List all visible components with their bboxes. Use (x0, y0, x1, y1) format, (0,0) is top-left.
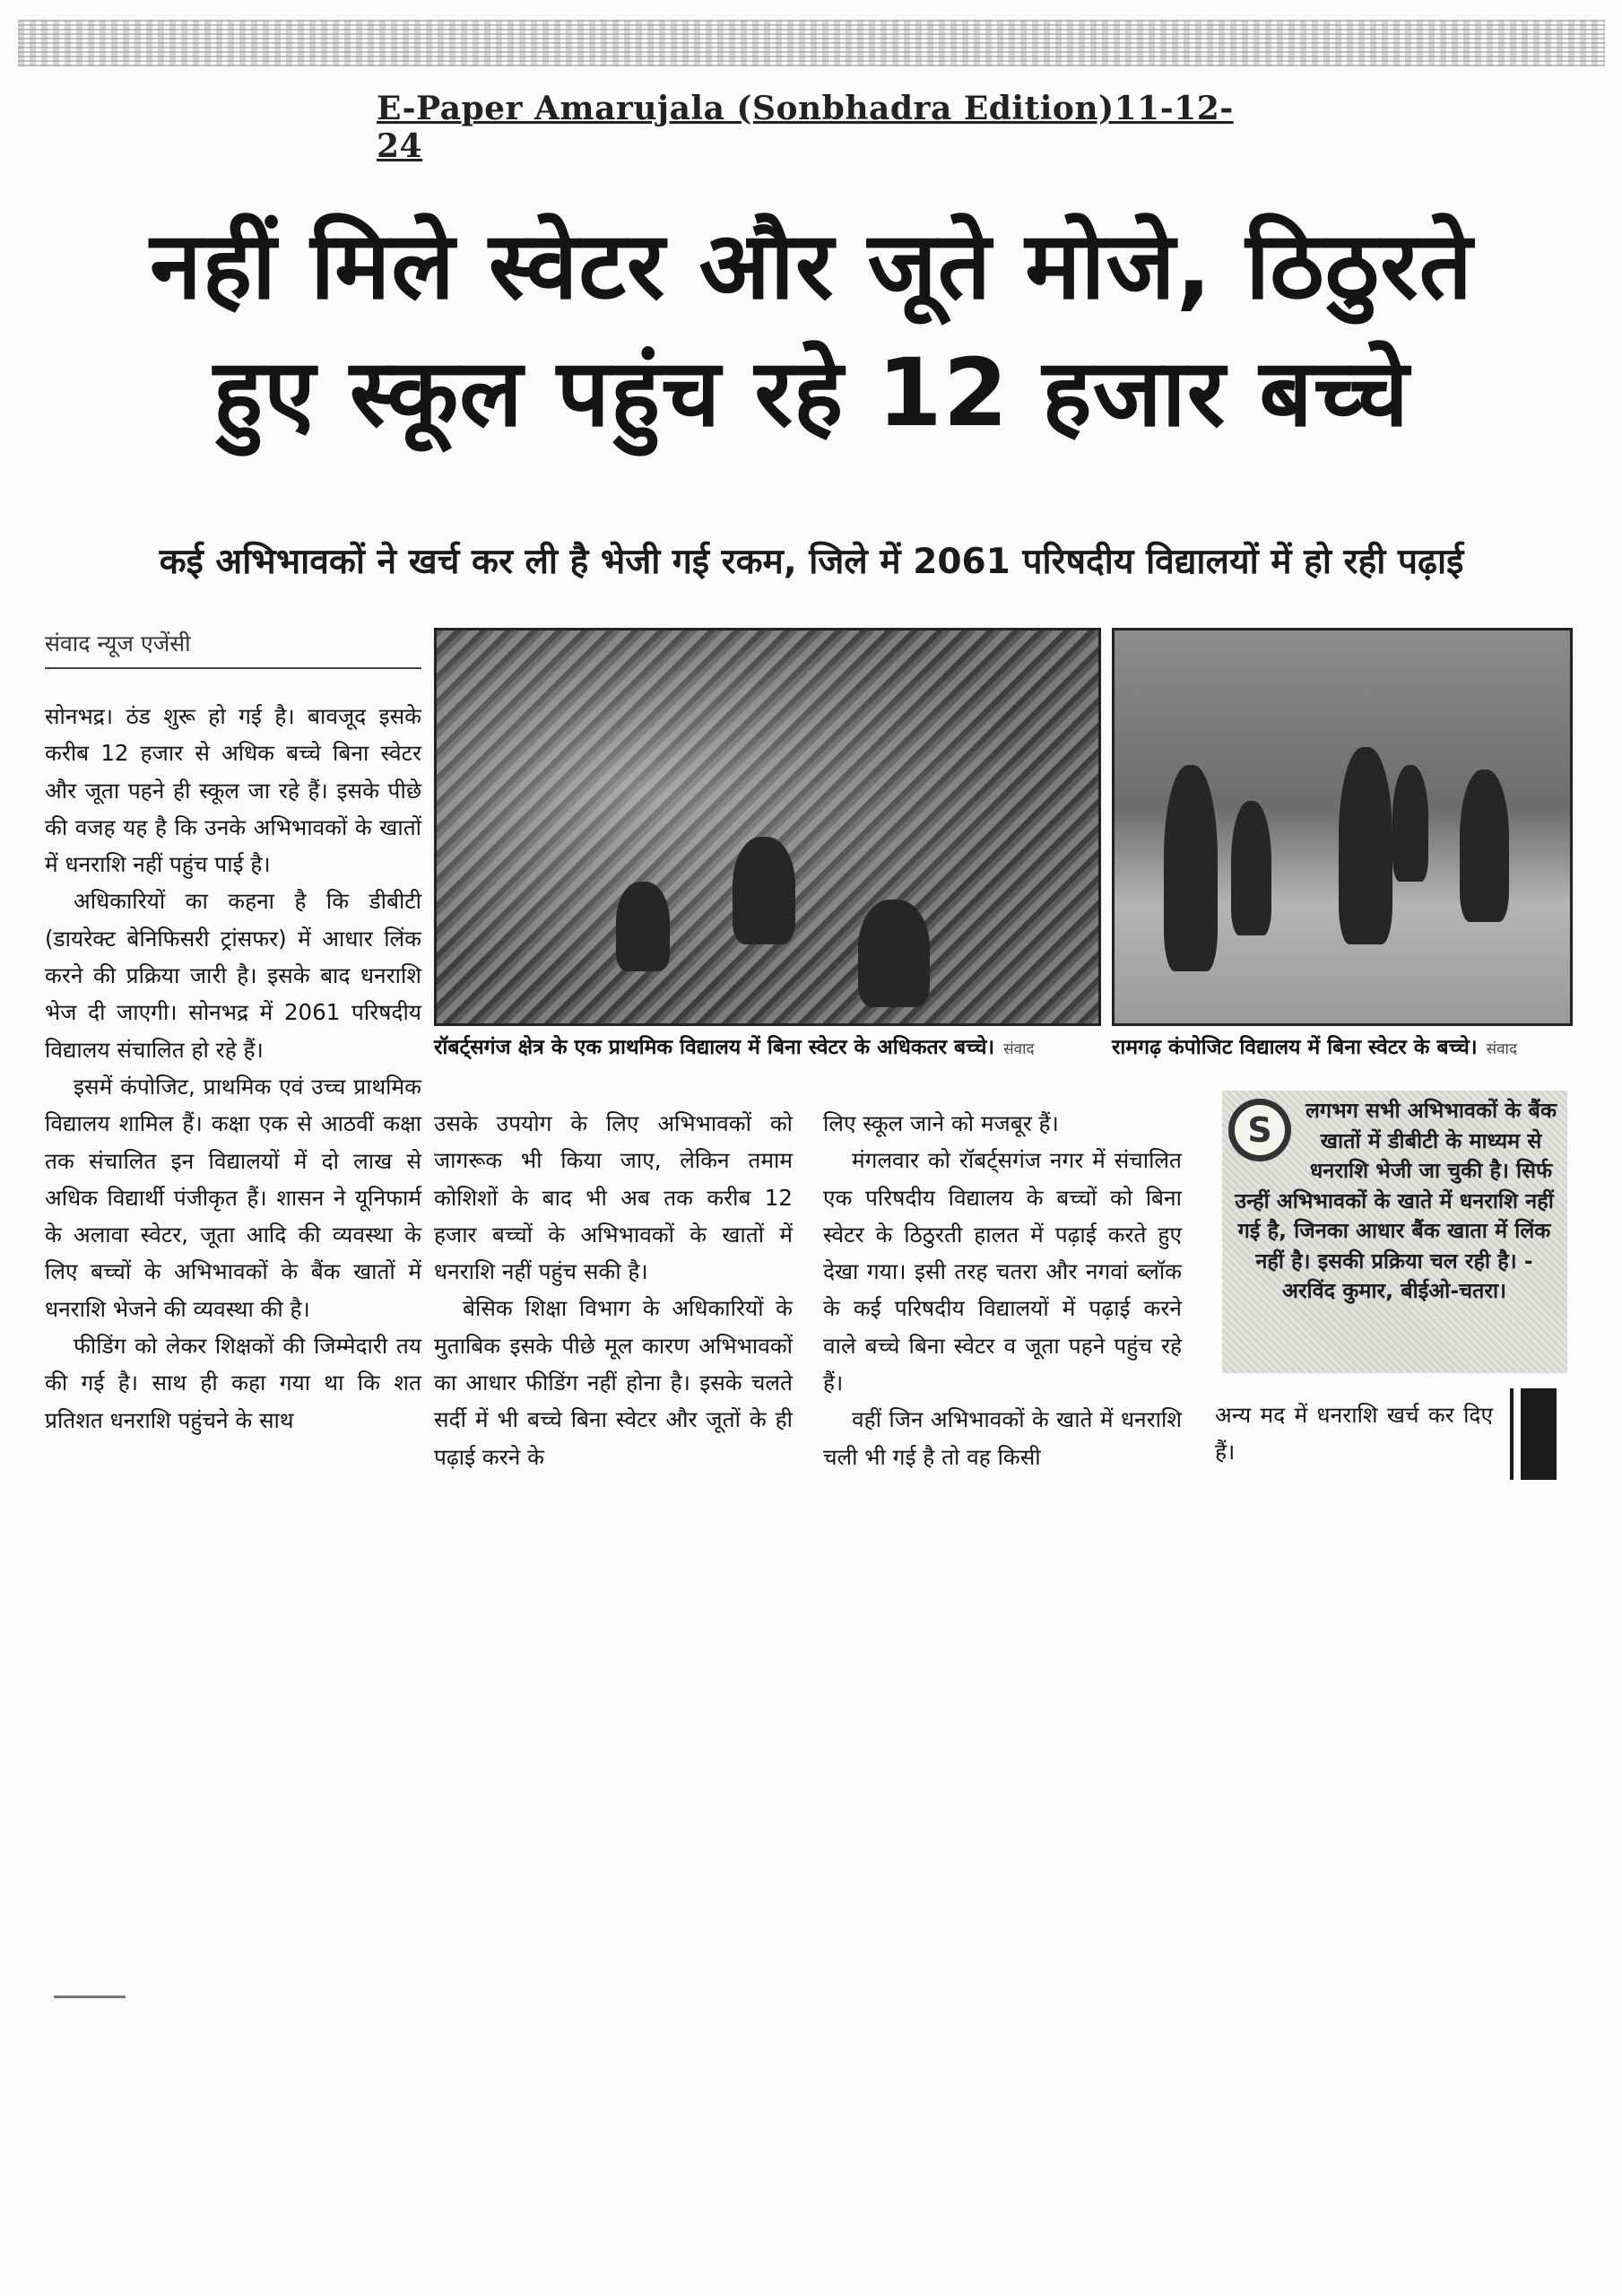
child-figure (1392, 765, 1428, 882)
article-column-4 (1215, 1396, 1493, 1471)
subheadline: कई अभिभावकों ने खर्च कर ली है भेजी गई रकम, जिले में 2061 परिषदीय विद्यालयों में हो रही पढ़ाई (159, 542, 1464, 582)
paragraph: फीडिंग को लेकर शिक्षकों की जिम्मेदारी तय की गई है। साथ ही कहा गया था कि शत प्रतिशत धनराशि पहुंचने के साथ (45, 1333, 421, 1433)
child-figure (1339, 747, 1392, 944)
paragraph: अन्य मद में धनराशि खर्च कर दिए हैं। (1215, 1402, 1493, 1465)
quote-icon: S (1228, 1099, 1291, 1161)
scan-noise-strip (18, 20, 1605, 66)
headline-line-2: हुए स्कूल पहुंच रहे 12 हजार बच्चे (213, 338, 1410, 448)
caption-credit: संवाद (1486, 1040, 1517, 1058)
article-column-3 (823, 1105, 1182, 1475)
masthead: E-Paper Amarujala (Sonbhadra Edition)11-12-24 (377, 90, 1234, 165)
child-figure (858, 900, 930, 1007)
paragraph: वहीं जिन अभिभावकों के खाते में धनराशि चली भी गई है तो वह किसी (823, 1406, 1182, 1470)
headline-line-1: नहीं मिले स्वेटर और जूते मोजे, ठिठुरते (150, 211, 1473, 320)
paragraph: लिए स्कूल जाने को मजबूर हैं। (823, 1110, 1059, 1136)
byline: संवाद न्यूज एजेंसी (45, 628, 421, 669)
child-figure (733, 837, 795, 944)
paragraph: इसमें कंपोजिट, प्राथमिक एवं उच्च प्राथमिक विद्यालय शामिल हैं। कक्षा एक से आठवीं कक्षा तक संचालित इन विद्यालयों में दो लाख से अधिक विद्यार्थी पंजीकृत हैं। शासन ने यूनिफार्म के अलावा स्वेटर, जूता आदि की व्यवस्था के लिए बच्चों के अभिभावकों के बैंक खातों में धनराशि भेजने की व्यवस्था की है। (45, 1073, 421, 1322)
child-figure (1231, 801, 1271, 935)
child-figure (1164, 765, 1218, 971)
news-photo-classroom (434, 628, 1101, 1026)
child-figure (616, 882, 670, 971)
article-end-mark (1514, 1388, 1557, 1480)
official-quote: लगभग सभी अभिभावकों के बैंक खातों में डीबीटी के माध्यम से धनराशि भेजी जा चुकी है। सिर्फ उन्हीं अभिभावकों के खाते में धनराशि नहीं गई है, जिनका आधार बैंक खाता में लिंक नहीं है। इसकी प्रक्रिया चल रही है। - अरविंद कुमार, बीईओ-चतरा। (1235, 1098, 1557, 1303)
paragraph: उसके उपयोग के लिए अभिभावकों को जागरूक भी किया जाए, लेकिन तमाम कोशिशों के बाद भी अब तक करीब 12 हजार बच्चों के अभिभावकों के खातों में धनराशि नहीं पहुंच सकी है। (434, 1110, 793, 1285)
headline (63, 202, 1560, 457)
photo-caption-1 (434, 1031, 1096, 1060)
news-photo-schoolyard (1112, 628, 1573, 1026)
paragraph: अधिकारियों का कहना है कि डीबीटी (डायरेक्ट बेनिफिसरी ट्रांसफर) में आधार लिंक करने की प्रक्रिया जारी है। इसके बाद धनराशि भेज दी जाएगी। सोनभद्र में 2061 परिषदीय विद्यालय संचालित हो रहे हैं। (45, 888, 421, 1063)
paragraph: बेसिक शिक्षा विभाग के अधिकारियों के मुताबिक इसके पीछे मूल कारण अभिभावकों का आधार फीडिंग नहीं होना है। इसके चलते सर्दी में भी बच्चे बिना स्वेटर और जूतों के ही पढ़ाई करने के (434, 1295, 793, 1470)
caption-text: रॉबर्ट्सगंज क्षेत्र के एक प्राथमिक विद्यालय में बिना स्वेटर के अधिकतर बच्चे। (434, 1036, 995, 1059)
scan-mark (54, 1996, 126, 1998)
article-column-1 (45, 698, 421, 1439)
paragraph: सोनभद्र। ठंड शुरू हो गई है। बावजूद इसके करीब 12 हजार से अधिक बच्चे बिना स्वेटर और जूता पहने ही स्कूल जा रहे हैं। इसके पीछे की वजह यह है कि उनके अभिभावकों के खातों में धनराशि नहीं पहुंच पाई है। (45, 703, 421, 878)
caption-credit: संवाद (1003, 1040, 1035, 1058)
paragraph: मंगलवार को रॉबर्ट्सगंज नगर में संचालित एक परिषदीय विद्यालय के बच्चों को बिना स्वेटर के ठिठुरती हालत में पढ़ाई करते हुए देखा गया। इसी तरह चतरा और नगवां ब्लॉक के कई परिषदीय विद्यालयों में पढ़ाई करने वाले बच्चे बिना स्वेटर व जूता पहने पहुंच रहे हैं। (823, 1147, 1182, 1396)
photo-caption-2 (1112, 1031, 1569, 1060)
child-figure (1460, 770, 1509, 922)
article-column-2 (434, 1105, 793, 1475)
caption-text: रामगढ़ कंपोजिट विद्यालय में बिना स्वेटर के बच्चे। (1112, 1036, 1478, 1059)
